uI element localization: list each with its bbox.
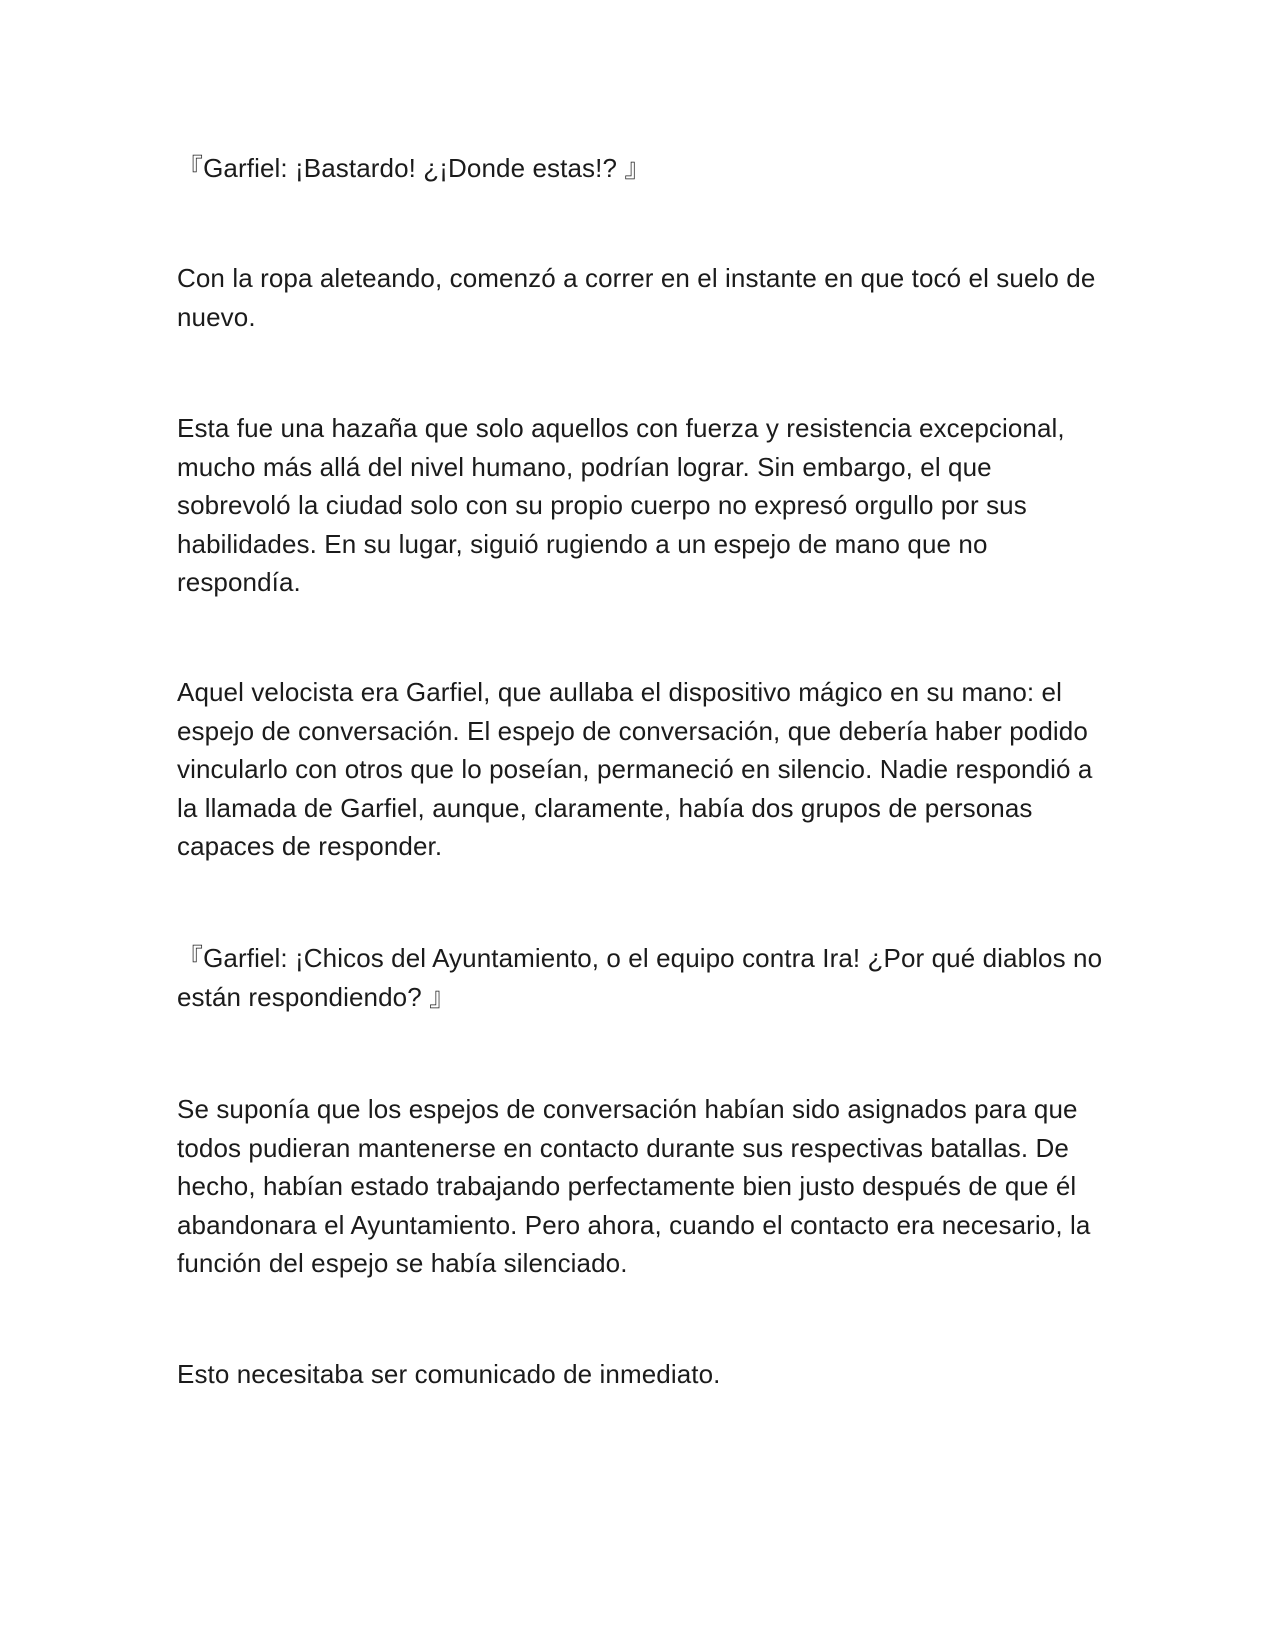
paragraph-1: Con la ropa aleteando, comenzó a correr en el instante en que tocó el suelo de nuevo. [177,263,1096,332]
paragraph-2: Esta fue una hazaña que solo aquellos con fuerza y resistencia excepcional, mucho más allá del nivel humano, podrían lograr. Sin embargo, el que sobrevoló la ciudad solo con su propio cuerpo no expresó orgullo por sus habilidades. En su lugar, siguió rugiendo a un espejo de mano que no respondía. [177,413,1065,597]
paragraph-5: Esto necesitaba ser comunicado de inmediato. [177,1359,721,1389]
dialogue-garfiel-1: 『Garfiel: ¡Bastardo! ¿¡Donde estas!? 』 [177,153,651,183]
paragraph-4: Se suponía que los espejos de conversación habían sido asignados para que todos pudieran mantenerse en contacto durante sus respectivas batallas. De hecho, habían estado trabajando perfectamente bien justo después de que él abandonara el Ayuntamiento. Pero ahora, cuando el contacto era necesario, la función del espejo se había silenciado. [177,1094,1091,1278]
dialogue-garfiel-2: 『Garfiel: ¡Chicos del Ayuntamiento, o el equipo contra Ira! ¿Por qué diablos no están respondiendo? 』 [177,943,1103,1012]
paragraph-3: Aquel velocista era Garfiel, que aullaba el dispositivo mágico en su mano: el espejo de conversación. El espejo de conversación, que debería haber podido vincularlo con otros que lo poseían, permaneció en silencio. Nadie respondió a la llamada de Garfiel, aunque, claramente, había dos grupos de personas capaces de responder. [177,677,1093,861]
